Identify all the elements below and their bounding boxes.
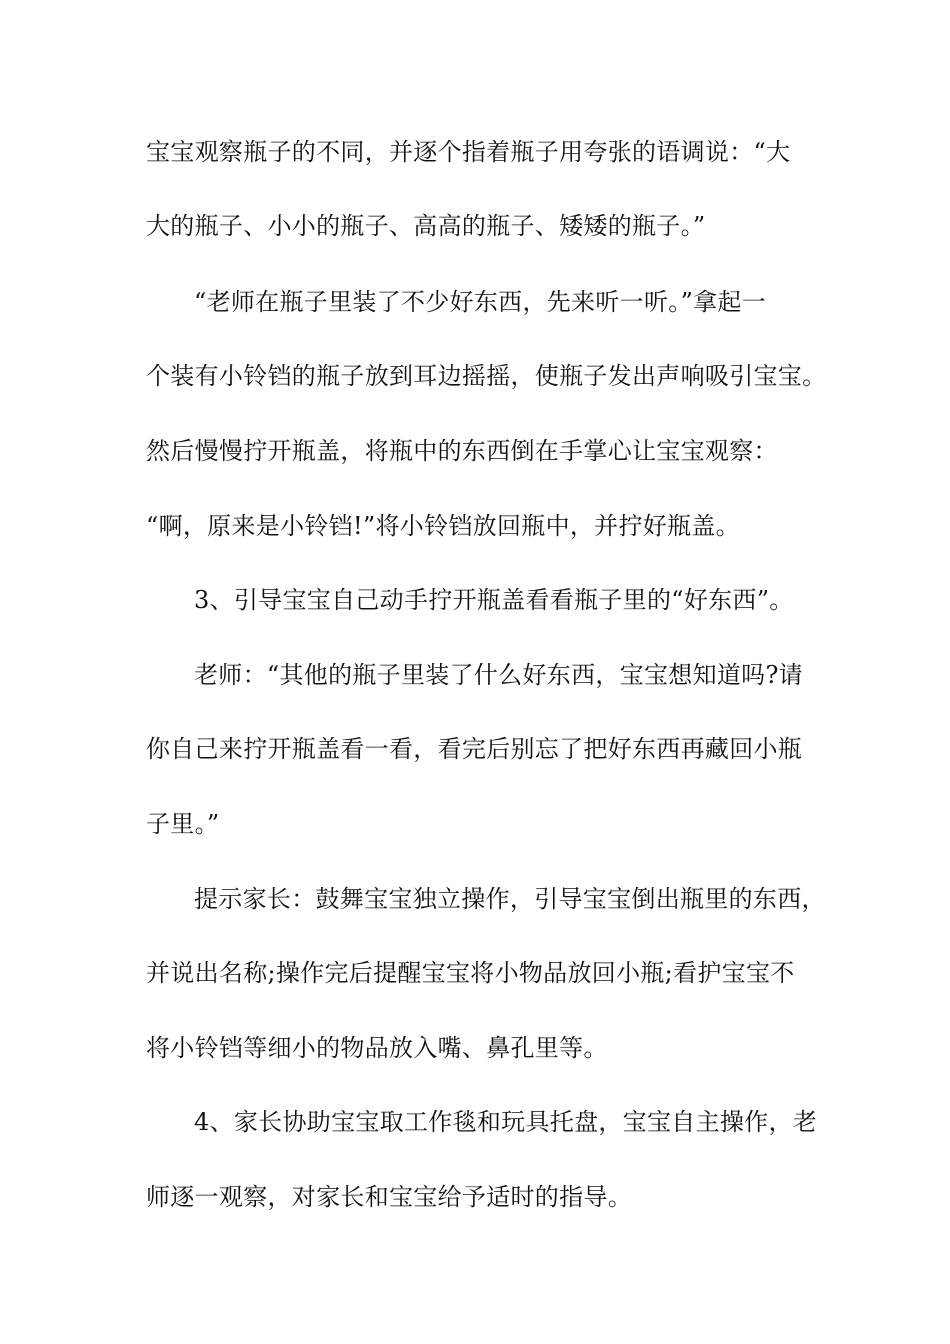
paragraph-line: 师逐一观察，对家长和宝宝给予适时的指导。 <box>146 1183 632 1211</box>
paragraph-line: 大的瓶子、小小的瓶子、高高的瓶子、矮矮的瓶子。” <box>146 212 706 240</box>
paragraph-line: 个装有小铃铛的瓶子放到耳边摇摇，使瓶子发出声响吸引宝宝。 <box>146 362 827 390</box>
paragraph-line: 然后慢慢拧开瓶盖，将瓶中的东西倒在手掌心让宝宝观察： <box>146 437 778 465</box>
paragraph-line: “啊，原来是小铃铛!”将小铃铛放回瓶中，并拧好瓶盖。 <box>146 512 740 540</box>
paragraph-line: 宝宝观察瓶子的不同，并逐个指着瓶子用夸张的语调说：“大 <box>146 138 791 166</box>
section-heading: 4、家长协助宝宝取工作毯和玩具托盘，宝宝自主操作，老 <box>194 1108 818 1136</box>
paragraph-line: “老师在瓶子里装了不少好东西，先来听一听。”拿起一 <box>194 288 767 316</box>
paragraph-line: 老师：“其他的瓶子里装了什么好东西，宝宝想知道吗?请 <box>194 661 803 689</box>
paragraph-line: 子里。” <box>146 810 220 838</box>
paragraph-line: 将小铃铛等细小的物品放入嘴、鼻孔里等。 <box>146 1034 608 1062</box>
paragraph-line: 提示家长：鼓舞宝宝独立操作，引导宝宝倒出瓶里的东西， <box>194 885 826 913</box>
section-heading: 3、引导宝宝自己动手拧开瓶盖看看瓶子里的“好东西”。 <box>194 586 794 614</box>
paragraph-line: 并说出名称;操作完后提醒宝宝将小物品放回小瓶;看护宝宝不 <box>146 959 795 987</box>
paragraph-line: 你自己来拧开瓶盖看一看，看完后别忘了把好东西再藏回小瓶 <box>146 735 803 763</box>
